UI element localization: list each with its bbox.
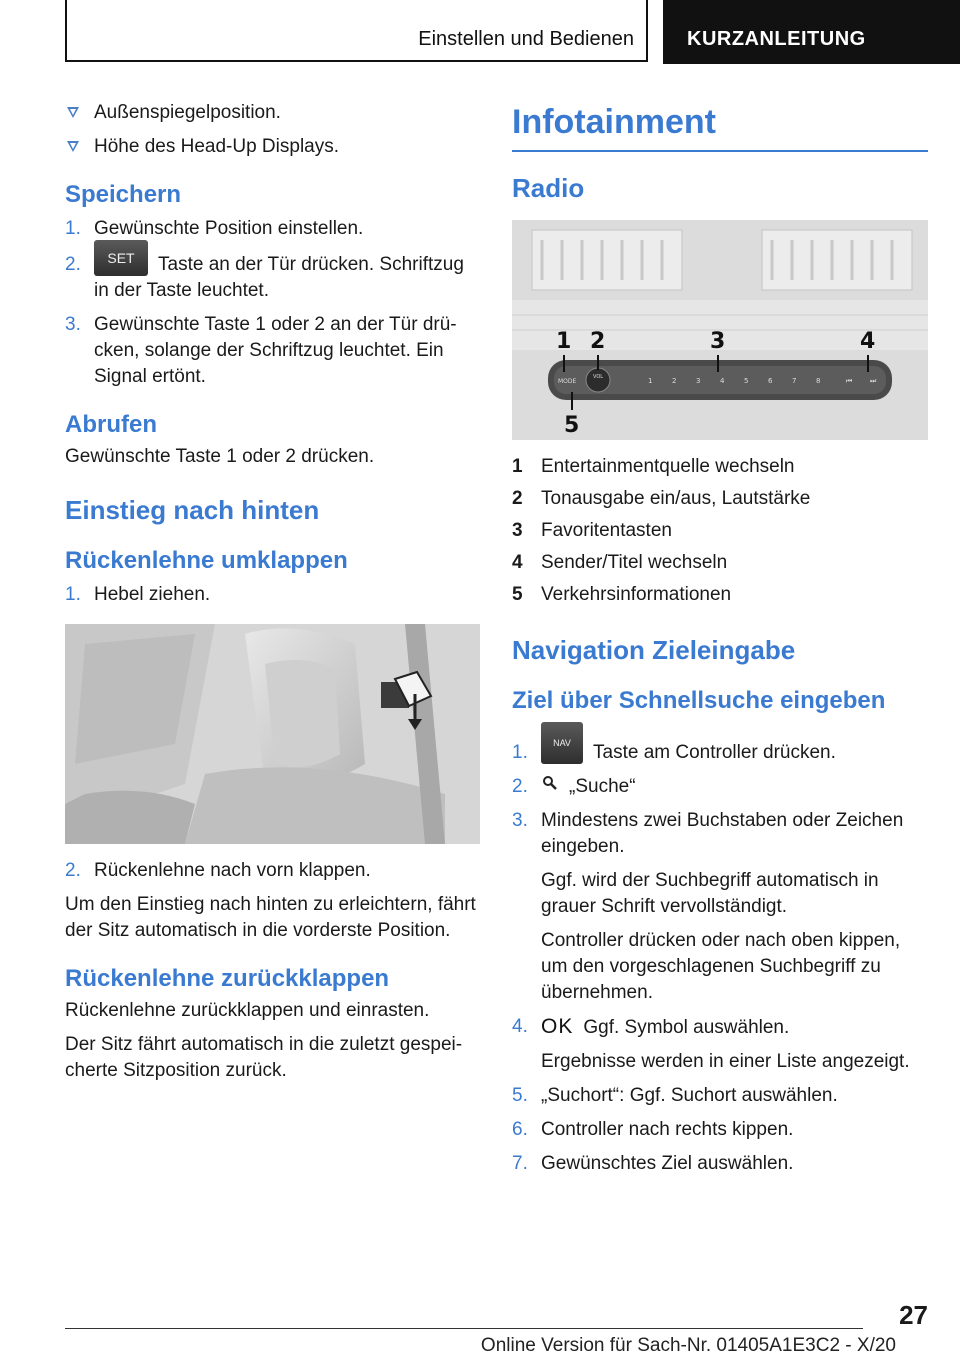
heading-speichern: Speichern xyxy=(65,181,182,208)
triangle-bullet-icon xyxy=(67,141,79,152)
heading-infotainment: Infotainment xyxy=(512,100,928,152)
step-detail: Ergebnisse werden in einer Liste angezeigt. xyxy=(541,1051,910,1073)
step-item: 1. NAV Taste am Controller drücken. xyxy=(512,740,928,766)
callout-5: 5 xyxy=(564,413,580,438)
step-item: 2. „Suche“ xyxy=(512,774,928,800)
footer-divider xyxy=(65,1328,863,1329)
header-section-box xyxy=(65,0,648,62)
legend-item: 4 Sender/Titel wechseln xyxy=(512,552,728,573)
step-detail: Controller drücken oder nach oben kippen, um den vorgeschlagenen Suchbegriff zu übernehmen. xyxy=(541,930,901,1004)
legend-item: 5 Verkehrsinformationen xyxy=(512,584,732,605)
step-item: 3. Gewünschte Taste 1 oder 2 an der Tür drücken, solange der Schriftzug leuchtet. Ein Signal ertönt. xyxy=(65,314,457,387)
step-item: 7. Gewünschtes Ziel auswählen. xyxy=(512,1153,794,1175)
heading-schnellsuche: Ziel über Schnellsuche eingeben xyxy=(512,687,886,714)
ok-icon: OK xyxy=(541,1015,574,1039)
mode-label: MODE xyxy=(558,378,577,385)
abrufen-text: Gewünschte Taste 1 oder 2 drücken. xyxy=(65,446,375,467)
page-header xyxy=(65,0,960,64)
preset-key: 2 xyxy=(672,377,677,385)
bullet-item: Außenspiegelposition. xyxy=(65,100,480,126)
step-item: 2. SET Taste an der Tür drücken. Schriftzug in der Taste leuchtet. xyxy=(65,252,480,304)
search-icon xyxy=(541,774,561,800)
bullet-item: Höhe des Head-Up Displays. xyxy=(65,134,480,160)
step-item: 1. Hebel ziehen. xyxy=(65,584,211,605)
step-item: 3. Mindestens zwei Buchstaben oder Zeichen eingeben. xyxy=(512,810,904,858)
preset-key: 1 xyxy=(648,377,653,385)
radio-legend xyxy=(512,454,928,608)
step-item: 4. OK Ggf. Symbol auswählen. xyxy=(512,1015,790,1039)
preset-key: 6 xyxy=(768,377,773,385)
step-item: 1. Gewünschte Position einstellen. xyxy=(65,218,364,239)
preset-key: 4 xyxy=(720,377,725,385)
legend-item: 2 Tonausgabe ein/aus, Lautstärke xyxy=(512,488,811,509)
set-key-icon: SET xyxy=(94,240,148,276)
heading-navigation: Navigation Zieleingabe xyxy=(512,635,796,665)
callout-3: 3 xyxy=(710,329,726,354)
step-item: 6. Controller nach rechts kippen. xyxy=(512,1119,794,1141)
preset-key: 5 xyxy=(744,377,749,385)
heading-einstieg: Einstieg nach hinten xyxy=(65,495,320,525)
heading-zurueckklappen: Rückenlehne zurückklappen xyxy=(65,965,390,992)
step-item: 2. Rückenlehne nach vorn klappen. xyxy=(65,860,371,881)
callout-1: 1 xyxy=(556,329,572,354)
legend-item: 3 Favoritentasten xyxy=(512,520,672,541)
seat-lever-figure xyxy=(65,624,480,844)
umklappen-text: Um den Einstieg nach hinten zu erleichtern, fährt der Sitz automatisch in die vorderste Position. xyxy=(65,894,476,941)
zurueck-text-1: Rückenlehne zurückklappen und einrasten. xyxy=(65,1000,430,1021)
callout-4: 4 xyxy=(860,329,876,354)
header-chapter-tab xyxy=(663,0,960,64)
page-number: 27 xyxy=(899,1300,928,1330)
heading-umklappen: Rückenlehne umklappen xyxy=(65,547,348,574)
zurueck-text-2: Der Sitz fährt automatisch in die zuletzt gespeicherte Sitzposition zurück. xyxy=(65,1034,463,1081)
left-column xyxy=(65,100,480,1092)
vol-label: VOL xyxy=(593,374,604,380)
triangle-bullet-icon xyxy=(67,107,79,118)
right-column xyxy=(512,100,928,1185)
preset-key: 8 xyxy=(816,377,821,385)
radio-panel-figure xyxy=(512,220,928,440)
footer-text: Online Version für Sach-Nr. 01405A1E3C2 - X/20 xyxy=(480,1335,896,1356)
preset-key: 7 xyxy=(792,377,797,385)
heading-abrufen: Abrufen xyxy=(65,411,157,438)
header-section-title: Einstellen und Bedienen xyxy=(418,28,634,50)
step-item: 5. „Suchort“: Ggf. Suchort auswählen. xyxy=(512,1085,838,1107)
preset-key: 3 xyxy=(696,377,701,385)
callout-2: 2 xyxy=(590,329,606,354)
legend-item: 1 Entertainmentquelle wechseln xyxy=(512,456,795,477)
heading-radio: Radio xyxy=(512,173,585,203)
nav-key-icon: NAV xyxy=(541,722,583,764)
header-chapter-title: KURZANLEITUNG xyxy=(687,28,866,50)
svg-text:⏮: ⏮ xyxy=(846,377,853,385)
step-detail: Ggf. wird der Suchbegriff automatisch in grauer Schrift vervollständigt. xyxy=(541,870,879,918)
svg-text:⏭: ⏭ xyxy=(870,377,877,385)
